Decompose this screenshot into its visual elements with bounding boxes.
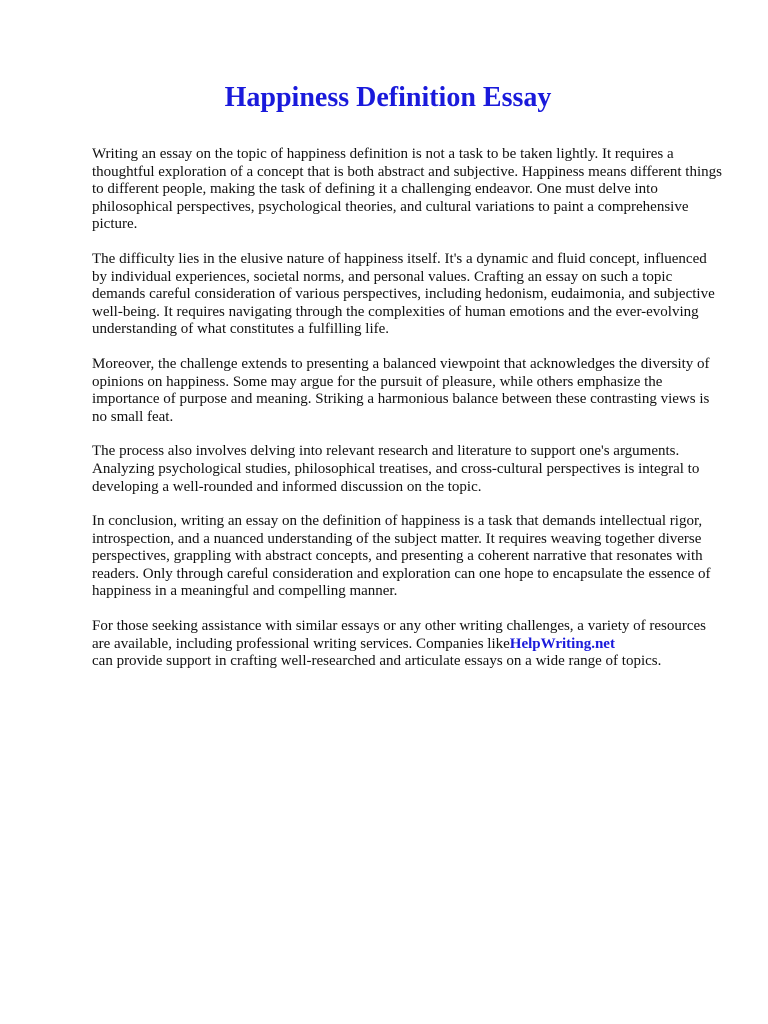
closing-paragraph [92,618,722,671]
page-title: Happiness Definition Essay [224,82,552,113]
paragraph-3: Moreover, the challenge extends to presenting a balanced viewpoint that acknowledges the diversity of opinions on happiness. Some may argue for the pursuit of pleasure, while others emphasize the importance of purpose and meaning. Striking a harmonious balance between these contrasting views is no small feat. [92,355,710,425]
paragraph-2: The difficulty lies in the elusive nature of happiness itself. It's a dynamic and fluid concept, influenced by individual experiences, societal norms, and personal values. Crafting an essay on such a topic demands careful consideration of various perspectives, including hedonism, eudaimonia, and subjective well-being. It requires navigating through the complexities of human emotions and the ever-evolving understanding of what constitutes a fulfilling life. [92,250,715,338]
essay-body [92,146,722,671]
paragraph-1: Writing an essay on the topic of happiness definition is not a task to be taken lightly. It requires a thoughtful exploration of a concept that is both abstract and subjective. Happiness means different things to different people, making the task of defining it a challenging endeavor. One must delve into philosophical perspectives, psychological theories, and cultural variations to paint a comprehensive picture. [92,146,722,233]
closing-text-after-link: can provide support in crafting well-researched and articulate essays on a wide range of topics. [92,653,662,670]
closing-text-before-link: For those seeking assistance with similar essays or any other writing challenges, a variety of resources are available, including professional writing services. Companies like [92,618,706,652]
paragraph-4: The process also involves delving into relevant research and literature to support one's arguments. Analyzing psychological studies, philosophical treatises, and cross-cultural perspectives is integral to developing a well-rounded and informed discussion on the topic. [92,443,700,495]
paragraph-5: In conclusion, writing an essay on the definition of happiness is a task that demands intellectual rigor, introspection, and a nuanced understanding of the subject matter. It requires weaving together diverse perspectives, grappling with abstract concepts, and presenting a coherent narrative that resonates with readers. Only through careful consideration and exploration can one hope to encapsulate the essence of happiness in a meaningful and compelling manner. [92,513,711,600]
helpwriting-link[interactable]: HelpWriting.net [509,635,615,652]
